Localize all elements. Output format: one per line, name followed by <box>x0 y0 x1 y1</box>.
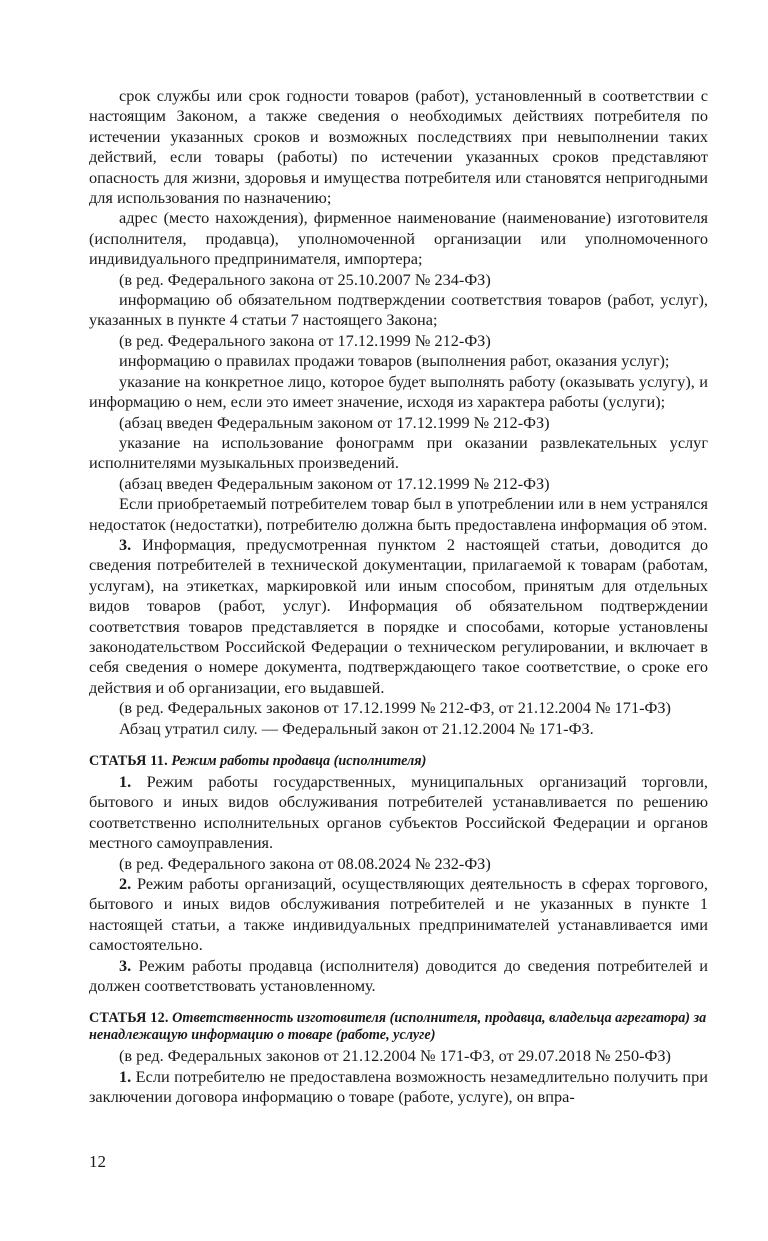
paragraph-text: Абзац утратил силу. — Федеральный закон от 21.12.2004 № 171-ФЗ. <box>119 718 594 738</box>
paragraph-text: (в ред. Федерального закона от 17.12.1999 № 212-ФЗ) <box>119 330 491 350</box>
paragraph-text: срок службы или срок годности товаров (работ), установленный в соответствии с настоящим Законом, а также сведения о необходимых действиях потребителя по истечении указанных сроков и возможных последствиях при невыполнении таких действий, если товары (работы) по истечении указанных сроков представляют опасность для жизни, здоровья и имущества потребителя или становятся непригодными для использования по назначению; <box>89 86 708 208</box>
article-title: Режим работы продавца (исполнителя) <box>171 753 427 769</box>
amendment-note <box>89 1046 708 1066</box>
paragraph <box>89 86 708 208</box>
paragraph-text: Информация, предусмотренная пунктом 2 настоящей статьи, доводится до сведения потребителей в технической документации, прилагаемой к товарам (работам, услугам), на этикетках, маркировкой или иным способом, принятым для отдельных видов товаров (работ, услуг). Информация об обязательном подтверждении соответствия товаров представляется в порядке и способами, которые установлены законодательством Российской Федерации о техническом регулировании, и включает в себя сведения о номере документа, подтверждающего такое соответствие, о сроке его действия и об организации, его выдавшей. <box>89 534 709 697</box>
page-number: 12 <box>89 1152 106 1171</box>
paragraph-number: 1. <box>119 772 132 791</box>
paragraph-text: Если приобретаемый потребителем товар был в употреблении или в нем устранялся недостаток (недостатки), потребителю должна быть предоставлена информация об этом. <box>89 494 708 534</box>
numbered-paragraph <box>89 535 708 698</box>
article-title: Ответственность изготовителя (исполнителя, продавца, владельца агрегатора) за ненадлежащую информацию о товаре (работе, услуге) <box>89 1010 707 1044</box>
numbered-paragraph <box>89 1067 708 1108</box>
numbered-paragraph <box>89 956 708 997</box>
paragraph-text: адрес (место нахождения), фирменное наименование (наименование) изготовителя (исполнителя, продавца), уполномоченной организации или уполномоченного индивидуального предпринимателя, импортера; <box>89 208 708 269</box>
paragraph-text: информацию о правилах продажи товаров (выполнения работ, оказания услуг); <box>119 351 670 371</box>
paragraph-text: Если потребителю не предоставлена возможность незамедлительно получить при заключении договора информацию о товаре (работе, услуге), он впра- <box>89 1066 709 1107</box>
paragraph-text: Режим работы организаций, осуществляющих деятельность в сферах торгового, бытового и иных видов обслуживания потребителей и не указанных в пункте 1 настоящей статьи, а также индивидуальных предпринимателей устанавливается ими самостоятельно. <box>89 874 708 955</box>
paragraph-text: (абзац введен Федеральным законом от 17.12.1999 № 212-ФЗ) <box>119 473 550 493</box>
paragraph-text: указание на конкретное лицо, которое будет выполнять работу (оказывать услугу), и информацию о нем, если это имеет значение, исходя из характера работы (услуги); <box>89 371 708 412</box>
article-11 <box>89 753 708 996</box>
numbered-paragraph <box>89 874 708 956</box>
paragraph-text: Режим работы продавца (исполнителя) доводится до сведения потребителей и должен соответствовать установленному. <box>89 955 708 996</box>
paragraph <box>89 208 708 269</box>
paragraph-text: указание на использование фонограмм при оказании развлекательных услуг исполнителями музыкальных произведений. <box>89 432 708 473</box>
paragraph <box>89 351 708 371</box>
article-heading <box>89 1010 708 1044</box>
amendment-note <box>89 270 708 290</box>
paragraph-text: (в ред. Федерального закона от 08.08.2024 № 232-ФЗ) <box>119 853 491 873</box>
article-heading <box>89 753 708 770</box>
paragraph-text: Режим работы государственных, муниципальных организаций торговли, бытового и иных видов обслуживания потребителей устанавливается по решению соответственно исполнительных органов субъектов Российской Федерации и органов местного самоуправления. <box>89 772 709 853</box>
paragraph-number: 1. <box>119 1066 132 1086</box>
numbered-paragraph <box>89 772 708 854</box>
amendment-note <box>89 854 708 874</box>
paragraph-text: (в ред. Федерального закона от 25.10.2007 № 234-ФЗ) <box>119 269 491 289</box>
paragraph-number: 3. <box>119 955 132 975</box>
article-12 <box>89 1010 708 1107</box>
paragraph-text: (в ред. Федеральных законов от 17.12.1999 № 212-ФЗ, от 21.12.2004 № 171-ФЗ) <box>119 698 671 718</box>
paragraph <box>89 372 708 413</box>
article-label: СТАТЬЯ 12. <box>89 1010 169 1027</box>
paragraph <box>89 290 708 331</box>
amendment-note <box>89 331 708 351</box>
article-label: СТАТЬЯ 11. <box>89 753 168 769</box>
paragraph-number: 3. <box>119 534 132 554</box>
paragraph <box>89 433 708 474</box>
amendment-note <box>89 413 708 433</box>
amendment-note <box>89 698 708 718</box>
paragraph <box>89 719 708 739</box>
paragraph-text: информацию об обязательном подтверждении соответствия товаров (работ, услуг), указанных в пункте 4 статьи 7 настоящего Закона; <box>89 290 708 330</box>
paragraph-number: 2. <box>119 874 132 894</box>
text-block-top <box>89 86 708 739</box>
amendment-note <box>89 474 708 494</box>
paragraph-text: (абзац введен Федеральным законом от 17.12.1999 № 212-ФЗ) <box>119 412 550 432</box>
paragraph-text: (в ред. Федеральных законов от 21.12.2004 № 171-ФЗ, от 29.07.2018 № 250-ФЗ) <box>119 1046 671 1066</box>
paragraph <box>89 494 708 535</box>
